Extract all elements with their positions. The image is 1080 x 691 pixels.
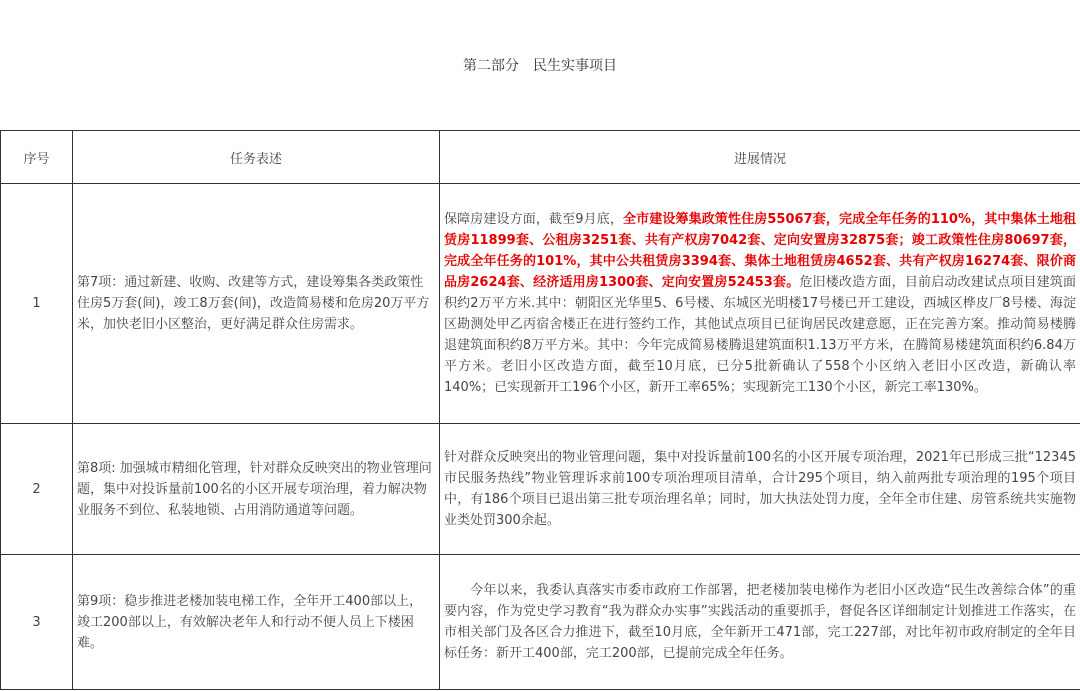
- header-seq: 序号: [1, 131, 73, 184]
- progress-text: 保障房建设方面，截至9月底，: [444, 212, 624, 227]
- page-title: 第二部分 民生实事项目: [463, 58, 617, 74]
- progress-text: 今年以来，我委认真落实市委市政府工作部署，把老楼加装电梯作为老旧小区改造“民生改善综合体”的重要内容，作为党史学习教育“我为群众办实事”实践活动的重要抓手，督促各区详细制定计划推进工作落实，在市相关部门及各区合力推进下，截至10月底，全年新开工471部，完工227部，对比年初市政府制定的全年目标任务：新开工400部，完工200部，已提前完成全年任务。: [444, 583, 1076, 661]
- row-progress: 针对群众反映突出的物业管理问题，集中对投诉量前100名的小区开展专项治理，2021年已形成三批“12345市民服务热线”物业管理诉求前100专项治理项目清单，合计295个项目，纳入前两批专项治理的195个项目中，有186个项目已退出第三批专项治理名单；同时，加大执法处罚力度，全年全市住建、房管系统共实施物业类处罚300余起。: [440, 424, 1080, 555]
- table-header-row: [1, 131, 1080, 184]
- progress-highlight: 全市建设筹集政策性住房55067套，完成全年任务的110%，其中集体土地租赁房11899套、公租房3251套、共有产权房7042套、定向安置房32875套；竣工政策性住房80697套，完成全年任务的101%，其中公共租赁房3394套、集体土地租赁房4652套、共有产权房16274套、限价商品房2624套、经济适用房1300套、定向安置房52453套。: [444, 212, 1076, 290]
- row-task: 第7项：通过新建、收购、改建等方式，建设筹集各类政策性住房5万套(间)，竣工8万套(间)，改造简易楼和危房20万平方米，加快老旧小区整治，更好满足群众住房需求。: [73, 184, 440, 424]
- row-task: 第8项: 加强城市精细化管理，针对群众反映突出的物业管理问题，集中对投诉量前100名的小区开展专项治理，着力解决物业服务不到位、私装地锁、占用消防通道等问题。: [73, 424, 440, 555]
- progress-text: 危旧楼改造方面，目前启动改建试点项目建筑面积约2万平方米.其中：朝阳区光华里5、6号楼、东城区光明楼17号楼已开工建设，西城区桦皮厂8号楼、海淀区勘测处甲乙丙宿舍楼正在进行签约工作，其他试点项目已征询居民改建意愿，正在完善方案。推动简易楼腾退建筑面积约8万平方米。其中：今年完成简易楼腾退建筑面积1.13万平方米，在腾简易楼建筑面积约6.84万平方米。老旧小区改造方面，截至10月底，已分5批新确认了558个小区纳入老旧小区改造，新确认率140%；已实现新开工196个小区，新开工率65%；实现新完工130个小区，新完工率130%。: [444, 275, 1076, 395]
- row-progress: [440, 184, 1080, 424]
- row-seq: 3: [1, 555, 73, 690]
- header-progress: 进展情况: [440, 131, 1080, 184]
- row-task: 第9项：稳步推进老楼加装电梯工作，全年开工400部以上，竣工200部以上，有效解决老年人和行动不便人员上下楼困难。: [73, 555, 440, 690]
- row-seq: 2: [1, 424, 73, 555]
- livelihood-projects-table: [0, 130, 1080, 690]
- header-task: 任务表述: [73, 131, 440, 184]
- row-seq: 1: [1, 184, 73, 424]
- row-progress: [440, 555, 1080, 690]
- table-row: [1, 424, 1080, 555]
- table-row: [1, 555, 1080, 690]
- table-row: [1, 184, 1080, 424]
